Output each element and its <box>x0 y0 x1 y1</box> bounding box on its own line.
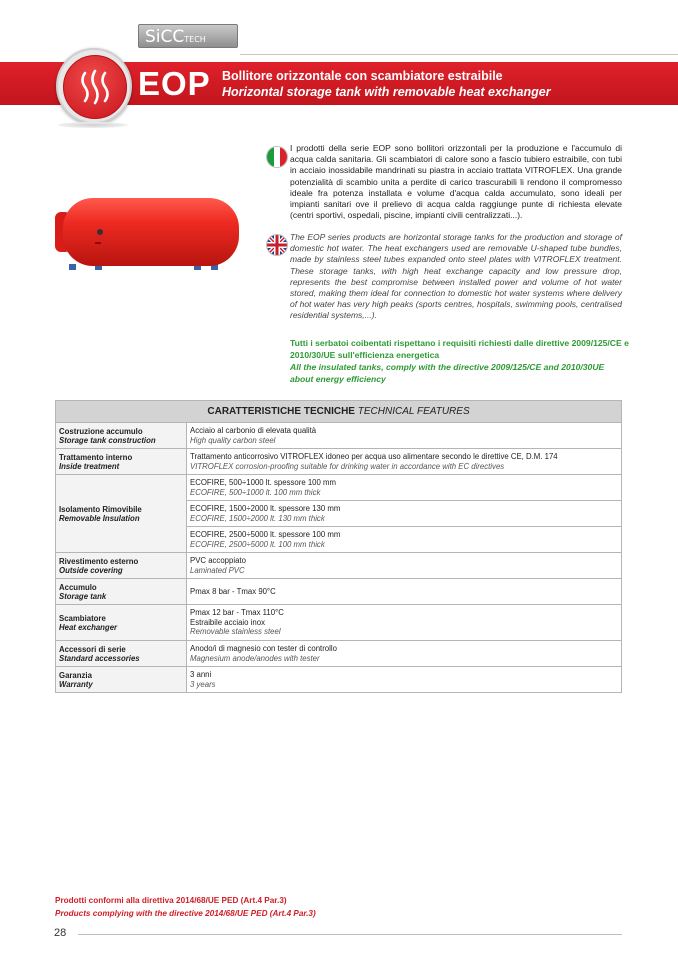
row-label: Rivestimento esterno Outside covering <box>56 553 187 579</box>
table-row <box>56 605 622 641</box>
row-label: Accumulo Storage tank <box>56 579 187 605</box>
description-english: The EOP series products are horizontal storage tanks for the production and storage of domestic hot water. The heat exchangers used are removable U-shaped tube bundles, made by stainless steel tubes expanded onto steel plates with VITROFLEX treatment. These storage tanks, with high heat exchange capacity and low pressure drop, represents the best compromise between installed power and volume of hot water stored, making them ideal for connection to domestic hot water systems where delivery of hot water has very high peaks (sports centres, hospitals, swimming pools, centralised residential systems,...). <box>290 232 622 321</box>
footer-compliance-english: Products complying with the directive 2014/68/UE PED (Art.4 Par.3) <box>55 909 316 918</box>
table-row <box>56 449 622 475</box>
table-row <box>56 579 622 605</box>
italy-flag-icon <box>266 146 288 168</box>
row-value: ECOFIRE, 500÷1000 lt. spessore 100 mm ECOFIRE, 500÷1000 lt. 100 mm thick <box>187 475 622 501</box>
badge-shadow <box>58 122 128 128</box>
row-value: Acciaio al carbonio di elevata qualità High quality carbon steel <box>187 423 622 449</box>
table-title: CARATTERISTICHE TECNICHE TECHNICAL FEATURES <box>56 401 622 423</box>
row-label: Trattamento interno Inside treatment <box>56 449 187 475</box>
uk-flag-icon <box>266 234 288 256</box>
row-value: PVC accoppiato Laminated PVC <box>187 553 622 579</box>
row-label: Garanzia Warranty <box>56 667 187 693</box>
row-value: 3 anni 3 years <box>187 667 622 693</box>
row-value: ECOFIRE, 1500÷2000 lt. spessore 130 mm ECOFIRE, 1500÷2000 lt. 130 mm thick <box>187 501 622 527</box>
product-code: EOP <box>138 65 211 102</box>
header-badge-inner <box>63 55 127 119</box>
row-label: Accessori di serie Standard accessories <box>56 641 187 667</box>
row-value: Pmax 8 bar - Tmax 90°C <box>187 579 622 605</box>
table-row <box>56 475 622 501</box>
description-italian: I prodotti della serie EOP sono bollitori orizzontali per la produzione e l'accumulo di acqua calda sanitaria. Gli scambiatori di calore sono a fascio tubiero estraibile, con tubi in acciaio inossidabile mandrinati su piastra in acciaio trattata VITROFLEX. Una grande potenzialità di scambio unita a perdite di carico trascurabili li rendono il compromesso ideale fra potenza installata e volume d'acqua calda accumulato, sono ideali per impianti sanitari ove il prelievo di acqua calda raggiunge punte di richiesta elevate (centri sportivi, ospedali, piscine, impianti civili centralizzati...). <box>290 143 622 221</box>
heat-waves-icon <box>64 56 126 118</box>
footer-divider <box>78 934 622 935</box>
insulation-note-english: All the insulated tanks, comply with the directive 2009/125/CE and 2010/30UE about energy efficiency <box>290 362 605 384</box>
table-row <box>56 423 622 449</box>
row-value: Trattamento anticorrosivo VITROFLEX idoneo per acqua uso alimentare secondo le direttive CE, D.M. 174 VITROFLEX corrosion-proofing suitable for drinking water in accordance with EC directives <box>187 449 622 475</box>
page-number: 28 <box>54 927 67 939</box>
table-header-row <box>56 401 622 423</box>
title-english: Horizontal storage tank with removable heat exchanger <box>222 85 551 99</box>
technical-features-table <box>55 400 622 693</box>
footer-compliance-italian: Prodotti conformi alla direttiva 2014/68/UE PED (Art.4 Par.3) <box>55 896 287 905</box>
row-value: ECOFIRE, 2500÷5000 lt. spessore 100 mm ECOFIRE, 2500÷5000 lt. 100 mm thick <box>187 527 622 553</box>
product-image-tank <box>55 190 245 270</box>
brand-logo: SiCCTECH <box>138 24 238 48</box>
row-value: Pmax 12 bar - Tmax 110°C Estraibile acciaio inox Removable stainless steel <box>187 605 622 641</box>
row-label: Costruzione accumulo Storage tank construction <box>56 423 187 449</box>
row-label: Isolamento Rimovibile Removable Insulation <box>56 475 187 553</box>
table-row <box>56 641 622 667</box>
row-value: Anodo/i di magnesio con tester di controllo Magnesium anode/anodes with tester <box>187 641 622 667</box>
insulation-note-italian: Tutti i serbatoi coibentati rispettano i requisiti richiesti dalle direttive 2009/125/CE e 2010/30/UE sull'efficienza energetica <box>290 338 629 360</box>
header-divider <box>240 54 678 55</box>
title-italian: Bollitore orizzontale con scambiatore estraibile <box>222 69 503 83</box>
table-row <box>56 667 622 693</box>
table-row <box>56 553 622 579</box>
row-label: Scambiatore Heat exchanger <box>56 605 187 641</box>
